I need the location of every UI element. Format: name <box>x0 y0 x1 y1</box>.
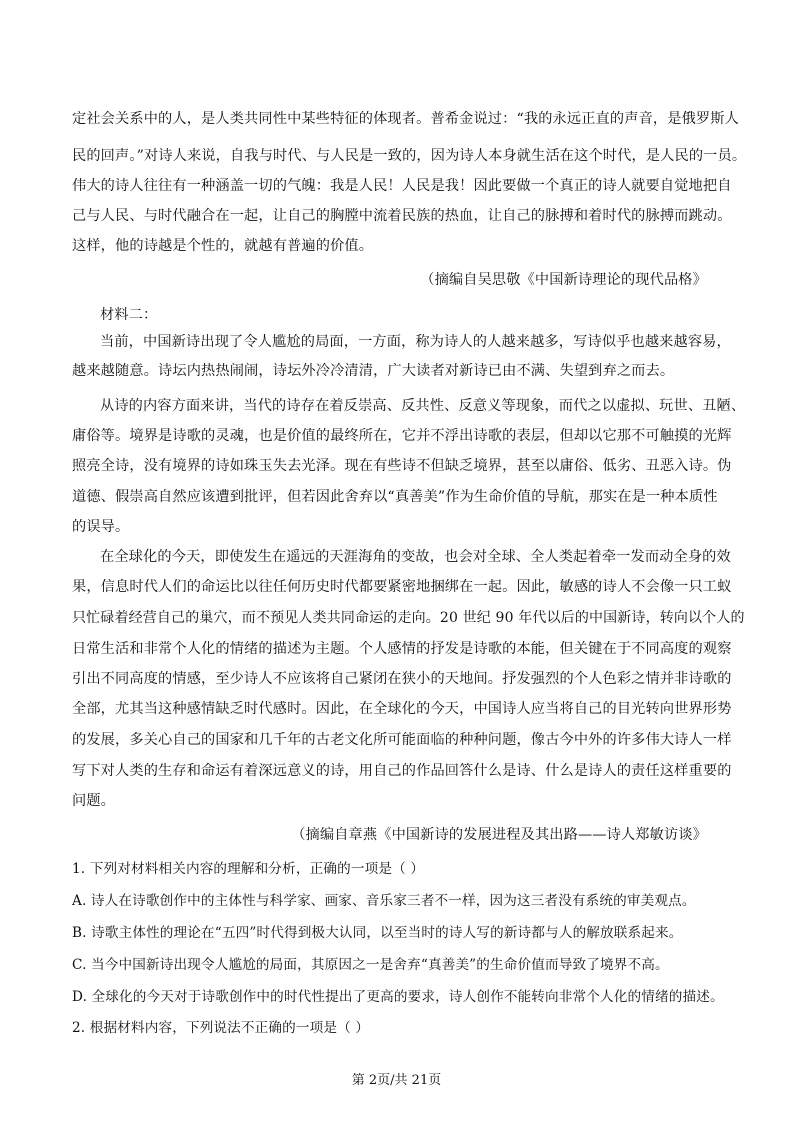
paragraph-line: 在全球化的今天，即使发生在遥远的天涯海角的变故，也会对全球、全人类起着牵一发而动全身的效 <box>100 549 731 565</box>
paragraph-line: 果，信息时代人们的命运比以往任何历史时代都要紧密地捆绑在一起。因此，敏感的诗人不会像一只工蚁 <box>72 579 732 595</box>
answer-option-b: B. 诗歌主体性的理论在“五四”时代得到极大认同，以至当时的诗人写的新诗都与人的解放联系起来。 <box>72 925 683 941</box>
paragraph-line: 这样，他的诗越是个性的，就越有普遍的价值。 <box>72 238 374 254</box>
question-stem: 1. 下列对材料相关内容的理解和分析，正确的一项是（ ） <box>72 861 425 877</box>
paragraph-line: 越来越随意。诗坛内热热闹闹，诗坛外冷冷清清，广大读者对新诗已由不满、失望到弃之而去。 <box>72 363 675 379</box>
paragraph-line: 写下对人类的生存和命运有着深远意义的诗，用自己的作品回答什么是诗、什么是诗人的责任这样重要的 <box>72 763 732 779</box>
paragraph-line: 从诗的内容方面来讲，当代的诗存在着反崇高、反共性、反意义等现象，而代之以虚拟、玩世、丑陋、 <box>100 398 746 414</box>
paragraph-line: 全部，尤其当这种感情缺乏时代感时。因此，在全球化的今天，中国诗人应当将自己的目光转向世界形势 <box>72 701 732 717</box>
paragraph-line: 问题。 <box>72 793 116 809</box>
paragraph-line: 定社会关系中的人，是人类共同性中某些特征的体现者。普希金说过：“我的永远正直的声音，是俄罗斯人 <box>72 111 739 127</box>
paragraph-line: 的误导。 <box>72 519 130 535</box>
paragraph-line: 只忙碌着经营自己的巢穴，而不预见人类共同命运的走向。20 世纪 90 年代以后的中国新诗，转向以个人的 <box>72 610 745 626</box>
paragraph-line: 当前，中国新诗出现了令人尴尬的局面，一方面，称为诗人的人越来越多，写诗似乎也越来越容易， <box>100 334 731 350</box>
answer-option-c: C. 当今中国新诗出现令人尴尬的局面，其原因之一是舍弃“真善美”的生命价值而导致了境界不高。 <box>72 957 669 973</box>
answer-option-d: D. 全球化的今天对于诗歌创作中的时代性提出了更高的要求，诗人创作不能转向非常个人化的情绪的描述。 <box>72 989 724 1005</box>
paragraph-line: 的发展，多关心自己的国家和几千年的古老文化所可能面临的种种问题，像古今中外的许多伟大诗人一样 <box>72 732 732 748</box>
source-citation: （摘编自吴思敬《中国新诗理论的现代品格》 <box>420 272 707 288</box>
paragraph-line: 伟大的诗人往往有一种涵盖一切的气魄：我是人民！人民是我！因此要做一个真正的诗人就要自觉地把自 <box>72 178 732 194</box>
material-label: 材料二： <box>100 307 158 323</box>
source-citation: （摘编自章燕《中国新诗的发展进程及其出路——诗人郑敏访谈》 <box>291 827 707 843</box>
paragraph-line: 日常生活和非常个人化的情绪的描述为主题。个人感情的抒发是诗歌的本能，但关键在于不同高度的观察 <box>72 641 732 657</box>
paragraph-line: 庸俗等。境界是诗歌的灵魂，也是价值的最终所在，它并不浮出诗歌的表层，但却以它那不可触摸的光辉 <box>72 428 732 444</box>
paragraph-line: 己与人民、与时代融合在一起，让自己的胸膛中流着民族的热血，让自己的脉搏和着时代的脉搏而跳动。 <box>72 208 732 224</box>
paragraph-line: 民的回声。”对诗人来说，自我与时代、与人民是一致的，因为诗人本身就生活在这个时代，是人民的一员。 <box>72 148 747 164</box>
paragraph-line: 引出不同高度的情感，至少诗人不应该将自己紧闭在狭小的天地间。抒发强烈的个人色彩之情并非诗歌的 <box>72 671 732 687</box>
answer-option-a: A. 诗人在诗歌创作中的主体性与科学家、画家、音乐家三者不一样，因为这三者没有系统的审美观点。 <box>72 893 696 909</box>
page-number-footer: 第 2页/共 21页 <box>351 1073 442 1088</box>
paragraph-line: 照亮全诗，没有境界的诗如珠玉失去光泽。现在有些诗不但缺乏境界，甚至以庸俗、低劣、丑恶入诗。伪 <box>72 458 732 474</box>
paragraph-line: 道德、假崇高自然应该遭到批评，但若因此舍弃以“真善美”作为生命价值的导航，那实在是一种本质性 <box>72 489 718 505</box>
question-stem: 2. 根据材料内容，下列说法不正确的一项是（ ） <box>72 1020 370 1036</box>
